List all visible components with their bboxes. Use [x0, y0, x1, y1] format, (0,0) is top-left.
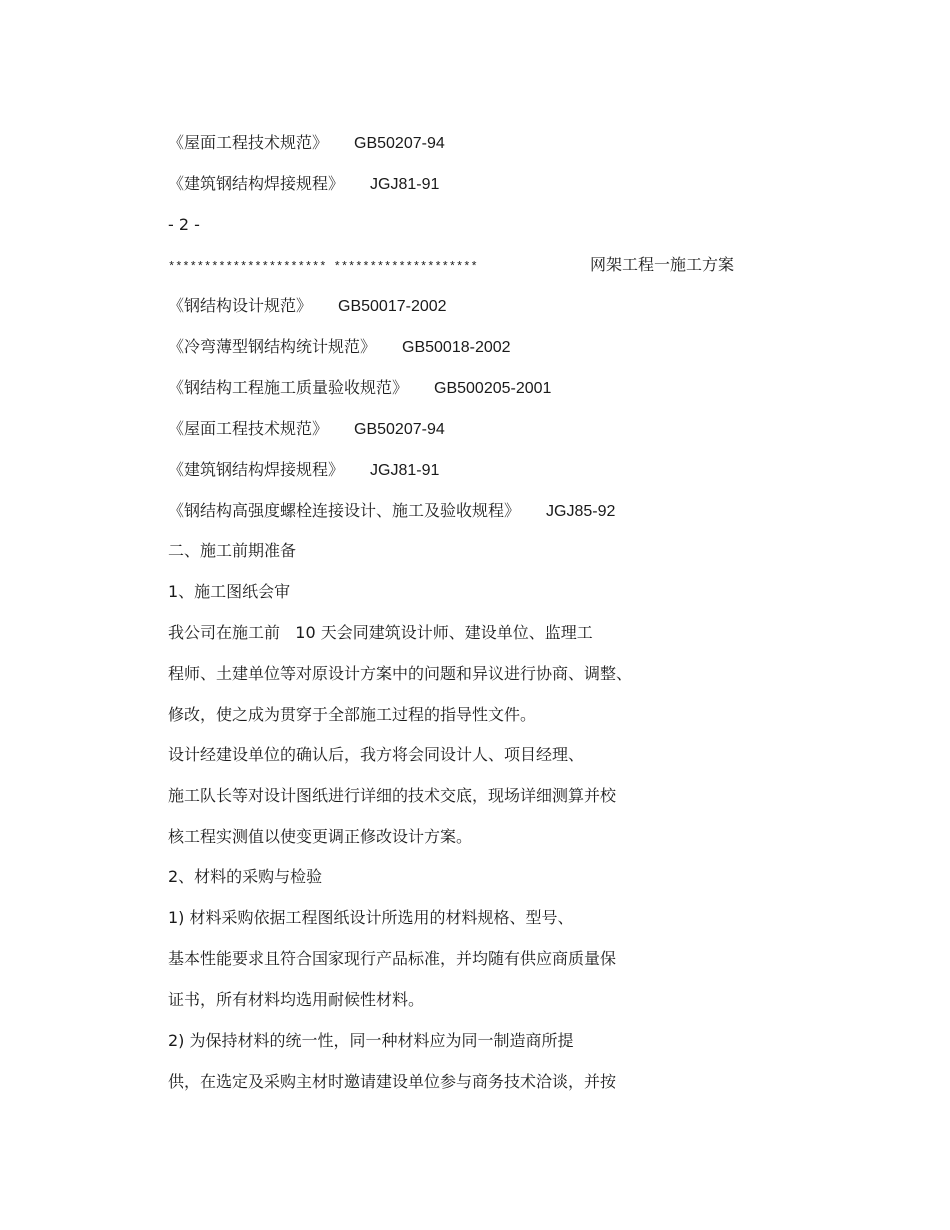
paragraph-line: 我公司在施工前 10 天会同建筑设计师、建设单位、监理工 [168, 623, 593, 642]
reference-line: 《冷弯薄型钢结构统计规范》 GB50018-2002 [168, 337, 511, 356]
paragraph-line: 供，在选定及采购主材时邀请建设单位参与商务技术洽谈，并按 [168, 1072, 617, 1091]
paragraph-line: 2) 为保持材料的统一性，同一种材料应为同一制造商所提 [168, 1031, 574, 1050]
reference-line: 《钢结构设计规范》 GB50017-2002 [168, 296, 447, 315]
reference-line: 《屋面工程技术规范》 GB50207-94 [168, 419, 445, 438]
paragraph-line: 设计经建设单位的确认后，我方将会同设计人、项目经理、 [168, 745, 585, 764]
paragraph-line: 基本性能要求且符合国家现行产品标准，并均随有供应商质量保 [168, 949, 617, 968]
paragraph-line: 施工队长等对设计图纸进行详细的技术交底，现场详细测算并校 [168, 786, 617, 805]
paragraph-line: 修改，使之成为贯穿于全部施工过程的指导性文件。 [168, 705, 537, 724]
reference-line: 《建筑钢结构焊接规程》 JGJ81-91 [168, 460, 440, 479]
header-stars: ********************** ******************** [168, 260, 478, 274]
reference-line: 《钢结构高强度螺栓连接设计、施工及验收规程》 JGJ85-92 [168, 501, 616, 520]
reference-line: 《钢结构工程施工质量验收规范》 GB500205-2001 [168, 378, 552, 397]
reference-line: 《建筑钢结构焊接规程》 JGJ81-91 [168, 174, 440, 193]
subsection-heading: 2、材料的采购与检验 [168, 867, 323, 886]
reference-line: 《屋面工程技术规范》 GB50207-94 [168, 133, 445, 152]
subsection-heading: 1、施工图纸会审 [168, 582, 291, 601]
section-heading: 二、施工前期准备 [168, 541, 297, 560]
header-title: 网架工程一施工方案 [590, 255, 735, 274]
paragraph-line: 核工程实测值以使变更调正修改设计方案。 [168, 827, 473, 846]
paragraph-line: 程师、土建单位等对原设计方案中的问题和异议进行协商、调整、 [168, 664, 633, 683]
paragraph-line: 证书，所有材料均选用耐候性材料。 [168, 990, 425, 1009]
page-number: - 2 - [168, 215, 200, 234]
paragraph-line: 1) 材料采购依据工程图纸设计所选用的材料规格、型号、 [168, 908, 574, 927]
